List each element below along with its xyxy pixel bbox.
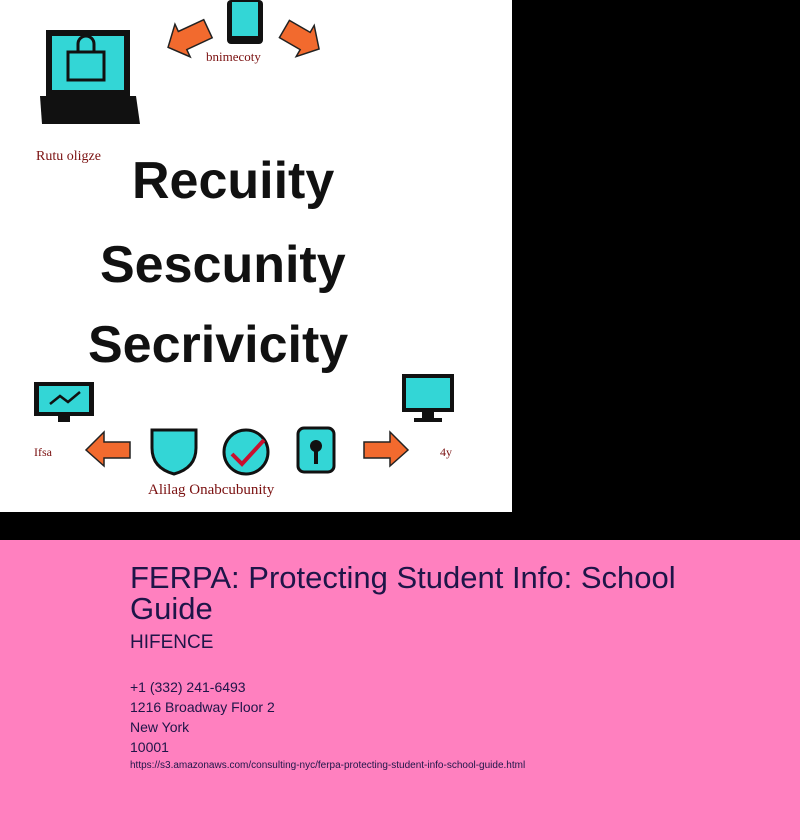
corner-right-label: 4y: [440, 445, 452, 459]
business-info-panel: [0, 540, 800, 840]
arrow-bottom-left-icon: [86, 432, 130, 466]
check-badge-icon: [224, 430, 268, 474]
corner-left-label: Ifsa: [34, 445, 52, 459]
big-word-2: Sescunity: [100, 236, 346, 294]
arrow-right-icon: [275, 13, 328, 64]
city: New York: [130, 719, 190, 735]
monitor-right-icon: [402, 374, 454, 422]
monitor-left-icon: [34, 382, 94, 422]
bottom-label: Alilag Onabcubunity: [148, 482, 275, 498]
zip-code: 10001: [130, 739, 169, 755]
left-label: Rutu oligze: [36, 149, 101, 164]
security-illustration-svg: [0, 0, 512, 512]
padlock-icon: [298, 428, 334, 472]
phone-icon: [227, 0, 263, 44]
contact-block: [130, 677, 275, 757]
address-line: 1216 Broadway Floor 2: [130, 699, 275, 715]
page-title: FERPA: Protecting Student Info: School Guide: [130, 560, 676, 626]
brand-name: HIFENCE: [130, 632, 214, 653]
laptop-lock-icon: [40, 30, 140, 124]
arrow-bottom-right-icon: [364, 432, 408, 466]
shield-icon: [152, 430, 196, 474]
hero-illustration: [0, 0, 512, 512]
big-word-3: Secrivicity: [88, 316, 349, 374]
page-url-link[interactable]: https://s3.amazonaws.com/consulting-nyc/ferpa-protecting-student-info-school-guide.html: [130, 760, 526, 771]
top-label: bnimecoty: [206, 49, 261, 64]
phone-number: +1 (332) 241-6493: [130, 679, 246, 695]
big-word-1: Recuiity: [132, 152, 335, 210]
